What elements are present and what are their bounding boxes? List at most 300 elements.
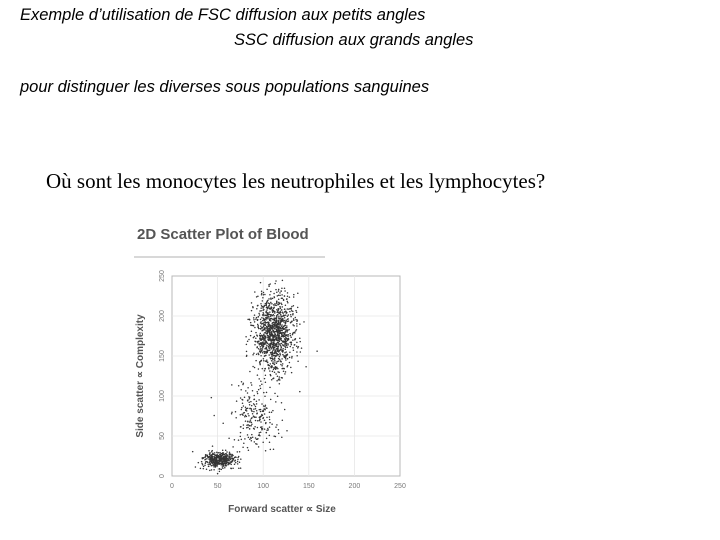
point-monocytes [255,443,256,445]
point-neutrophiles [253,337,255,339]
point-monocytes [272,410,274,412]
point-neutrophiles [259,337,261,339]
point-monocytes [257,374,259,376]
point-neutrophiles [285,355,287,357]
point-neutrophiles [263,358,265,360]
point-lymphocytes [222,466,224,468]
point-lymphocytes [225,461,227,463]
point-neutrophiles [258,354,260,356]
point-neutrophiles [286,331,288,333]
point-neutrophiles [288,334,290,336]
point-monocytes [251,440,253,442]
point-neutrophiles [270,352,272,354]
point-neutrophiles [267,315,269,317]
point-neutrophiles [299,323,301,325]
point-monocytes [250,425,252,427]
point-neutrophiles [291,356,293,358]
point-lymphocytes [195,466,197,468]
point-monocytes [228,438,230,440]
point-monocytes [275,426,277,428]
point-neutrophiles [287,343,289,345]
point-neutrophiles [275,338,277,340]
point-neutrophiles [249,318,251,320]
point-neutrophiles [263,360,265,362]
point-neutrophiles [288,329,290,331]
point-neutrophiles [276,325,278,327]
point-neutrophiles [290,337,292,339]
point-neutrophiles [293,332,295,334]
point-neutrophiles [285,359,287,361]
point-neutrophiles [279,376,281,378]
point-neutrophiles [260,335,262,337]
point-neutrophiles [267,349,269,351]
point-neutrophiles [299,341,301,343]
x-tick-label: 150 [302,483,315,490]
point-neutrophiles [287,347,289,349]
point-monocytes [256,413,258,415]
point-monocytes [264,413,266,415]
point-monocytes [269,426,271,428]
point-neutrophiles [277,295,279,297]
x-tick-label: 100 [257,483,270,490]
point-neutrophiles [254,367,256,369]
point-neutrophiles [282,306,284,308]
point-lymphocytes [225,449,227,451]
point-monocytes [263,410,265,412]
point-neutrophiles [252,354,254,356]
point-monocytes [255,420,257,422]
point-neutrophiles [264,319,266,321]
point-lymphocytes [220,464,222,466]
point-neutrophiles [269,334,271,336]
point-monocytes [263,405,265,407]
point-monocytes [267,428,269,430]
point-neutrophiles [269,324,271,326]
point-neutrophiles [278,324,280,326]
point-neutrophiles [278,322,280,324]
point-monocytes [255,408,257,410]
point-neutrophiles [300,351,302,353]
point-neutrophiles [284,311,286,313]
point-neutrophiles [285,349,287,351]
point-neutrophiles [277,328,279,330]
point-lymphocytes [222,468,224,470]
point-monocytes [276,424,278,426]
point-neutrophiles [272,351,274,353]
point-neutrophiles [276,309,278,311]
point-lymphocytes [211,451,213,453]
point-neutrophiles [279,292,281,294]
point-monocytes [247,424,249,426]
point-lymphocytes [222,452,224,454]
point-lymphocytes [206,458,208,460]
point-monocytes [249,439,251,441]
point-neutrophiles [254,340,256,342]
point-neutrophiles [265,340,267,342]
point-neutrophiles [274,312,276,314]
point-neutrophiles [251,310,253,312]
point-neutrophiles [278,298,280,300]
point-neutrophiles [284,320,286,322]
point-lymphocytes [221,469,223,471]
point-lymphocytes [227,462,229,464]
point-neutrophiles [272,359,274,361]
point-monocytes [249,408,251,410]
point-neutrophiles [264,327,266,329]
point-neutrophiles [262,347,264,349]
point-lymphocytes [214,452,216,454]
point-neutrophiles [296,323,298,325]
point-monocytes [264,409,266,411]
point-neutrophiles [263,294,265,296]
point-neutrophiles [254,291,256,293]
point-neutrophiles [285,305,287,307]
chart-title: 2D Scatter Plot of Blood [137,226,309,243]
point-neutrophiles [274,349,276,351]
point-lymphocytes [213,461,215,463]
point-neutrophiles [284,288,286,290]
point-neutrophiles [265,336,267,338]
point-monocytes [273,435,275,437]
point-neutrophiles [273,304,275,306]
point-lymphocytes [214,461,216,463]
point-neutrophiles [290,322,292,324]
point-neutrophiles [277,340,279,342]
point-lymphocytes [220,459,222,461]
point-lymphocytes [217,460,219,462]
point-neutrophiles [272,335,274,337]
point-neutrophiles [281,336,283,338]
point-neutrophiles [273,310,275,312]
point-monocytes [262,418,264,420]
point-monocytes [241,439,243,441]
point-neutrophiles [271,365,273,367]
point-lymphocytes [234,460,236,462]
point-neutrophiles [290,314,292,316]
point-neutrophiles [282,377,284,379]
point-monocytes [256,391,258,393]
point-neutrophiles [281,349,283,351]
point-neutrophiles [287,321,289,323]
point-neutrophiles [273,363,275,365]
point-monocytes [254,404,256,406]
point-neutrophiles [274,303,276,305]
point-neutrophiles [287,319,289,321]
point-neutrophiles [286,298,288,300]
point-neutrophiles [268,284,270,286]
point-lymphocytes [240,458,242,460]
point-neutrophiles [282,345,284,347]
point-neutrophiles [271,332,273,334]
point-lymphocytes [230,460,232,462]
point-neutrophiles [267,325,269,327]
point-neutrophiles [255,318,257,320]
point-neutrophiles [275,320,277,322]
point-monocytes [253,399,255,401]
point-neutrophiles [287,295,289,297]
point-neutrophiles [253,325,255,327]
point-monocytes [281,402,283,404]
point-neutrophiles [275,280,277,282]
point-neutrophiles [258,343,260,345]
point-neutrophiles [288,339,290,341]
point-monocytes [269,416,271,418]
point-monocytes [243,442,245,444]
point-neutrophiles [275,346,277,348]
point-neutrophiles [287,330,289,332]
point-neutrophiles [280,338,282,340]
point-neutrophiles [266,348,268,350]
point-neutrophiles [271,328,273,330]
point-monocytes [252,437,254,439]
point-neutrophiles [269,305,271,307]
point-neutrophiles [262,327,264,329]
x-axis-label: Forward scatter ∝ Size [228,504,336,515]
point-neutrophiles [281,288,283,290]
point-neutrophiles [278,316,280,318]
point-lymphocytes [228,460,230,462]
point-lymphocytes [210,454,212,456]
point-neutrophiles [281,365,283,367]
point-monocytes [270,399,272,401]
point-neutrophiles [289,311,291,313]
point-neutrophiles [285,371,287,373]
point-lymphocytes [213,469,215,471]
point-lymphocytes [231,455,233,457]
point-neutrophiles [258,348,260,350]
point-neutrophiles [290,346,292,348]
point-neutrophiles [274,372,276,374]
point-neutrophiles [272,318,274,320]
point-lymphocytes [232,446,234,448]
point-neutrophiles [270,315,272,317]
point-neutrophiles [287,353,289,355]
point-monocytes [222,422,224,424]
intro-line-ssc: SSC diffusion aux grands angles [234,31,474,49]
point-neutrophiles [260,360,262,362]
point-neutrophiles [273,342,275,344]
point-lymphocytes [222,464,224,466]
point-monocytes [231,413,233,415]
point-neutrophiles [279,324,281,326]
point-monocytes [253,395,255,397]
point-neutrophiles [281,340,283,342]
point-neutrophiles [283,328,285,330]
point-neutrophiles [266,342,268,344]
point-neutrophiles [273,321,275,323]
point-neutrophiles [273,323,275,325]
point-neutrophiles [264,348,266,350]
point-monocytes [259,432,261,434]
point-neutrophiles [276,302,278,304]
point-monocytes [236,400,238,402]
point-neutrophiles [273,331,275,333]
point-neutrophiles [291,341,293,343]
point-neutrophiles [275,325,277,327]
point-neutrophiles [261,293,263,295]
point-neutrophiles [280,312,282,314]
point-neutrophiles [257,342,259,344]
point-neutrophiles [285,322,287,324]
point-monocytes [266,408,268,410]
point-neutrophiles [280,314,282,316]
point-lymphocytes [232,460,234,462]
point-neutrophiles [284,332,286,334]
point-lymphocytes [219,471,221,473]
point-neutrophiles [266,307,268,309]
point-neutrophiles [272,350,274,352]
point-neutrophiles [256,354,258,356]
point-neutrophiles [251,384,253,386]
point-monocytes [251,424,253,426]
point-neutrophiles [261,349,263,351]
point-neutrophiles [271,310,273,312]
scatter-chart [120,215,420,520]
point-neutrophiles [295,319,297,321]
point-monocytes [246,416,248,418]
point-monocytes [256,410,258,412]
question-text: Où sont les monocytes les neutrophiles et les lymphocytes? [46,169,546,193]
point-monocytes [231,412,233,414]
point-neutrophiles [279,334,281,336]
point-neutrophiles [280,364,282,366]
point-neutrophiles [262,307,264,309]
point-neutrophiles [273,307,275,309]
point-neutrophiles [268,285,270,287]
point-lymphocytes [212,463,214,465]
point-neutrophiles [255,337,256,339]
point-monocytes [266,432,268,434]
point-neutrophiles [277,304,279,306]
point-neutrophiles [276,362,278,364]
point-lymphocytes [223,461,225,463]
point-lymphocytes [224,454,226,456]
point-neutrophiles [278,319,280,321]
point-neutrophiles [260,319,262,321]
point-neutrophiles [257,335,259,337]
point-monocytes [251,409,253,411]
point-neutrophiles [279,352,281,354]
point-neutrophiles [281,324,283,326]
point-lymphocytes [225,462,227,464]
point-neutrophiles [281,294,283,296]
point-lymphocytes [208,450,210,452]
point-lymphocytes [204,459,206,461]
point-neutrophiles [263,337,265,339]
point-neutrophiles [269,365,271,367]
point-neutrophiles [272,298,274,300]
point-neutrophiles [281,358,283,360]
point-neutrophiles [254,321,256,323]
point-neutrophiles [278,313,280,315]
point-neutrophiles [281,309,283,311]
gridlines [172,276,400,476]
point-lymphocytes [224,467,226,469]
point-neutrophiles [277,347,279,349]
point-neutrophiles [274,328,276,330]
point-neutrophiles [268,330,270,332]
point-neutrophiles [270,329,272,331]
point-neutrophiles [264,352,266,354]
point-neutrophiles [297,361,299,363]
point-neutrophiles [274,357,276,359]
point-neutrophiles [268,354,270,356]
point-monocytes [251,422,253,424]
point-neutrophiles [265,303,267,305]
point-neutrophiles [278,294,280,296]
point-lymphocytes [210,458,212,460]
point-neutrophiles [276,367,278,369]
point-neutrophiles [284,317,286,319]
point-lymphocytes [219,452,221,454]
point-monocytes [255,437,257,439]
point-neutrophiles [267,318,269,320]
point-lymphocytes [215,462,217,464]
data-points [192,280,318,475]
point-neutrophiles [316,350,318,352]
point-neutrophiles [278,342,280,344]
point-lymphocytes [209,470,211,472]
point-neutrophiles [255,332,257,334]
point-monocytes [235,411,237,413]
point-neutrophiles [250,322,252,324]
point-neutrophiles [254,327,256,329]
point-neutrophiles [270,363,272,365]
point-neutrophiles [282,351,284,353]
point-monocytes [256,403,258,405]
point-lymphocytes [218,452,220,454]
point-lymphocytes [201,461,203,463]
point-lymphocytes [206,461,208,463]
point-neutrophiles [269,311,271,313]
point-monocytes [240,432,242,434]
point-lymphocytes [239,461,241,463]
point-lymphocytes [235,456,237,458]
point-monocytes [258,399,260,401]
point-neutrophiles [272,371,274,373]
point-lymphocytes [221,455,223,457]
point-lymphocytes [192,451,194,453]
point-monocytes [247,387,249,389]
point-monocytes [253,411,255,413]
point-lymphocytes [217,473,219,475]
x-tick-label: 0 [170,483,174,490]
point-monocytes [240,397,242,399]
point-monocytes [252,390,254,392]
point-monocytes [249,396,251,398]
point-lymphocytes [235,462,237,464]
point-monocytes [263,392,265,394]
point-neutrophiles [277,344,279,346]
point-monocytes [260,421,262,423]
point-neutrophiles [256,296,258,298]
point-monocytes [254,441,256,443]
point-monocytes [235,417,237,419]
point-monocytes [269,419,271,421]
point-neutrophiles [283,321,285,323]
point-neutrophiles [275,369,277,371]
point-neutrophiles [286,343,288,345]
point-neutrophiles [267,333,269,335]
point-monocytes [259,416,261,418]
point-neutrophiles [263,342,265,344]
point-neutrophiles [259,310,261,312]
point-neutrophiles [285,337,287,339]
point-neutrophiles [287,358,289,360]
y-tick-label: 100 [159,390,166,402]
point-neutrophiles [261,317,263,319]
point-neutrophiles [305,366,307,368]
